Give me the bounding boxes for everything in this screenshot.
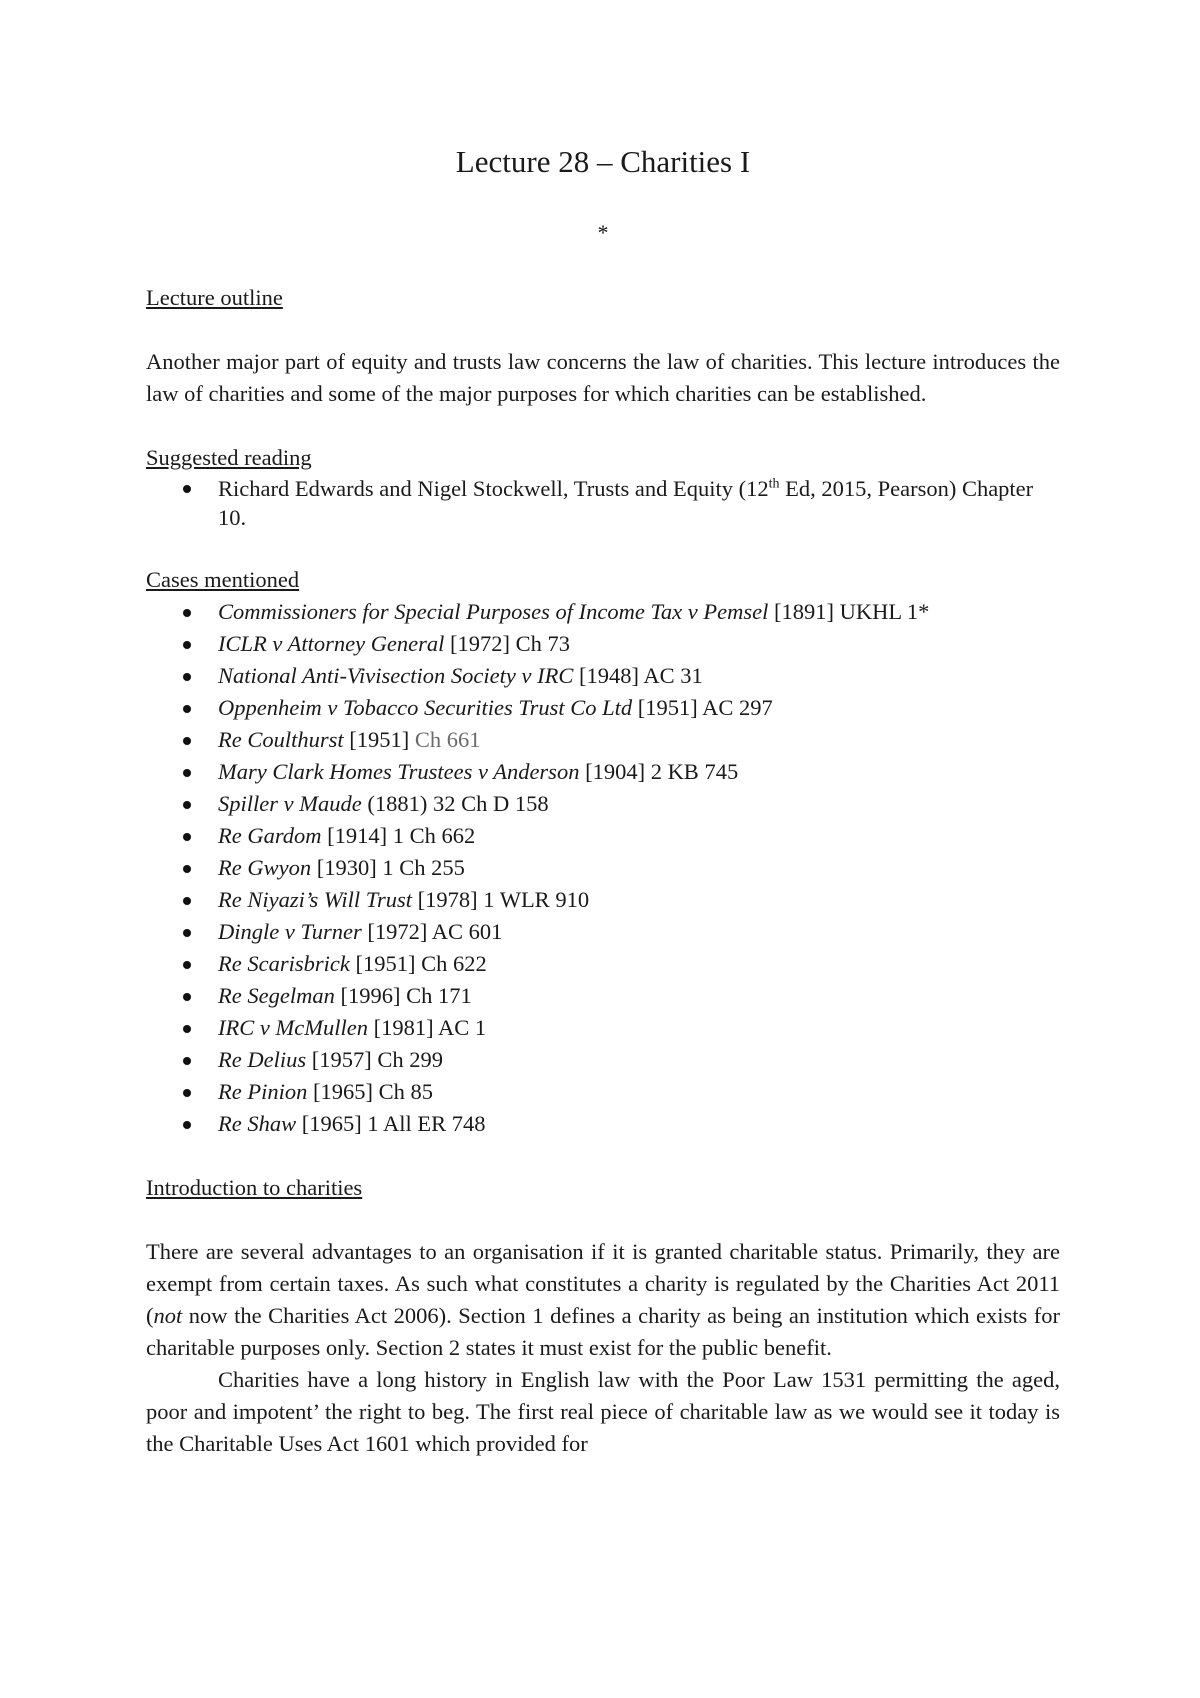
case-item	[146, 884, 1060, 916]
case-item	[146, 980, 1060, 1012]
lecture-outline-heading: Lecture outline	[146, 285, 283, 310]
case-item	[146, 852, 1060, 884]
bullet-icon	[183, 1025, 191, 1033]
bullet-icon	[183, 961, 191, 969]
document-title: Lecture 28 – Charities I	[455, 144, 751, 179]
ordinal-suffix: th	[768, 476, 780, 492]
case-citation: (1881) 32 Ch D 158	[361, 791, 549, 816]
bullet-icon	[183, 1089, 191, 1097]
case-item	[146, 756, 1060, 788]
case-item	[146, 596, 1060, 628]
case-item	[146, 724, 1060, 756]
spacer	[146, 1204, 1060, 1236]
cases-mentioned-heading: Cases mentioned	[146, 567, 300, 592]
case-name: Re Coulthurst	[218, 727, 344, 752]
bullet-icon	[183, 673, 191, 681]
reading-text-continued: Ed, 2015, Pearson) Chapter 10.	[218, 476, 1034, 530]
spacer	[146, 410, 1060, 442]
case-item	[146, 1012, 1060, 1044]
case-name: IRC v McMullen	[218, 1015, 368, 1040]
case-item	[146, 820, 1060, 852]
case-name: Re Delius	[218, 1047, 307, 1072]
case-citation-link: Ch 661	[414, 727, 481, 752]
introduction-paragraph-1	[146, 1236, 1060, 1364]
case-name: Re Segelman	[218, 983, 335, 1008]
case-name: National Anti-Vivisection Society v IRC	[218, 663, 574, 688]
bullet-icon	[183, 485, 191, 493]
bullet-icon	[183, 865, 191, 873]
case-citation: [1996] Ch 171	[334, 983, 472, 1008]
case-citation: [1948] AC 31	[573, 663, 703, 688]
case-citation: [1978] 1 WLR 910	[412, 887, 590, 912]
case-item	[146, 916, 1060, 948]
case-citation: [1981] AC 1	[367, 1015, 487, 1040]
case-item	[146, 948, 1060, 980]
case-citation: [1951] Ch 622	[349, 951, 487, 976]
bullet-icon	[183, 1057, 191, 1065]
bullet-icon	[183, 609, 191, 617]
emphasis-text: not	[153, 1303, 183, 1328]
cases-list	[146, 596, 1060, 1140]
case-citation: [1965] 1 All ER 748	[296, 1111, 486, 1136]
spacer	[146, 1140, 1060, 1172]
reading-item	[146, 474, 1060, 532]
spacer	[146, 314, 1060, 346]
case-item	[146, 692, 1060, 724]
bullet-icon	[183, 993, 191, 1001]
case-citation: [1972] AC 601	[361, 919, 503, 944]
document-body	[146, 282, 1060, 1460]
bullet-icon	[183, 769, 191, 777]
case-name: Re Pinion	[218, 1079, 308, 1104]
case-item	[146, 1076, 1060, 1108]
case-name: Re Shaw	[218, 1111, 297, 1136]
case-citation: [1904] 2 KB 745	[579, 759, 739, 784]
spacer	[146, 532, 1060, 564]
introduction-heading: Introduction to charities	[146, 1175, 363, 1200]
case-name: Re Scarisbrick	[218, 951, 350, 976]
case-name: Spiller v Maude	[218, 791, 362, 816]
bullet-icon	[183, 737, 191, 745]
asterisk-separator: *	[597, 220, 609, 245]
paragraph-text: There are several advantages to an organisation if it is granted charitable status. Primarily, they are exempt from certain taxes. As such what constitutes a charity is regulated by the Charities Act 2011 (	[146, 1239, 1060, 1328]
case-name: Re Niyazi’s Will Trust	[218, 887, 412, 912]
case-name: Mary Clark Homes Trustees v Anderson	[218, 759, 580, 784]
case-citation: [1972] Ch 73	[444, 631, 571, 656]
bullet-icon	[183, 705, 191, 713]
lecture-outline-text: Another major part of equity and trusts law concerns the law of charities. This lecture introduces the law of charities and some of the major purposes for which charities can be established.	[146, 349, 1060, 406]
case-citation: [1914] 1 Ch 662	[321, 823, 476, 848]
case-item	[146, 660, 1060, 692]
case-citation: [1965] Ch 85	[307, 1079, 433, 1104]
bullet-icon	[183, 833, 191, 841]
case-citation: [1951] AC 297	[632, 695, 773, 720]
introduction-paragraph-2: Charities have a long history in English law with the Poor Law 1531 permitting the aged, poor and impotent’ the right to beg. The first real piece of charitable law as we would see it today is the Charitable Uses Act 1601 which provided for	[146, 1367, 1060, 1456]
case-citation: [1930] 1 Ch 255	[311, 855, 465, 880]
bullet-icon	[183, 1121, 191, 1129]
case-citation: [1957] Ch 299	[306, 1047, 443, 1072]
case-item	[146, 1044, 1060, 1076]
case-item	[146, 1108, 1060, 1140]
case-item	[146, 628, 1060, 660]
case-name: Re Gardom	[218, 823, 322, 848]
bullet-icon	[183, 641, 191, 649]
case-name: Dingle v Turner	[218, 919, 362, 944]
bullet-icon	[183, 929, 191, 937]
case-item	[146, 788, 1060, 820]
case-name: ICLR v Attorney General	[218, 631, 445, 656]
case-citation: [1891] UKHL 1*	[768, 599, 930, 624]
case-name: Oppenheim v Tobacco Securities Trust Co Ltd	[218, 695, 633, 720]
suggested-reading-list	[146, 474, 1060, 532]
paragraph-text-continued: now the Charities Act 2006). Section 1 defines a charity as being an institution which exists for charitable purposes only. Section 2 states it must exist for the public benefit.	[146, 1303, 1060, 1360]
bullet-icon	[183, 897, 191, 905]
bullet-icon	[183, 801, 191, 809]
suggested-reading-heading: Suggested reading	[146, 445, 312, 470]
case-name: Commissioners for Special Purposes of Income Tax v Pemsel	[218, 599, 769, 624]
case-name: Re Gwyon	[218, 855, 312, 880]
reading-text: Richard Edwards and Nigel Stockwell, Trusts and Equity (12	[218, 476, 769, 501]
case-citation: [1951]	[343, 727, 415, 752]
